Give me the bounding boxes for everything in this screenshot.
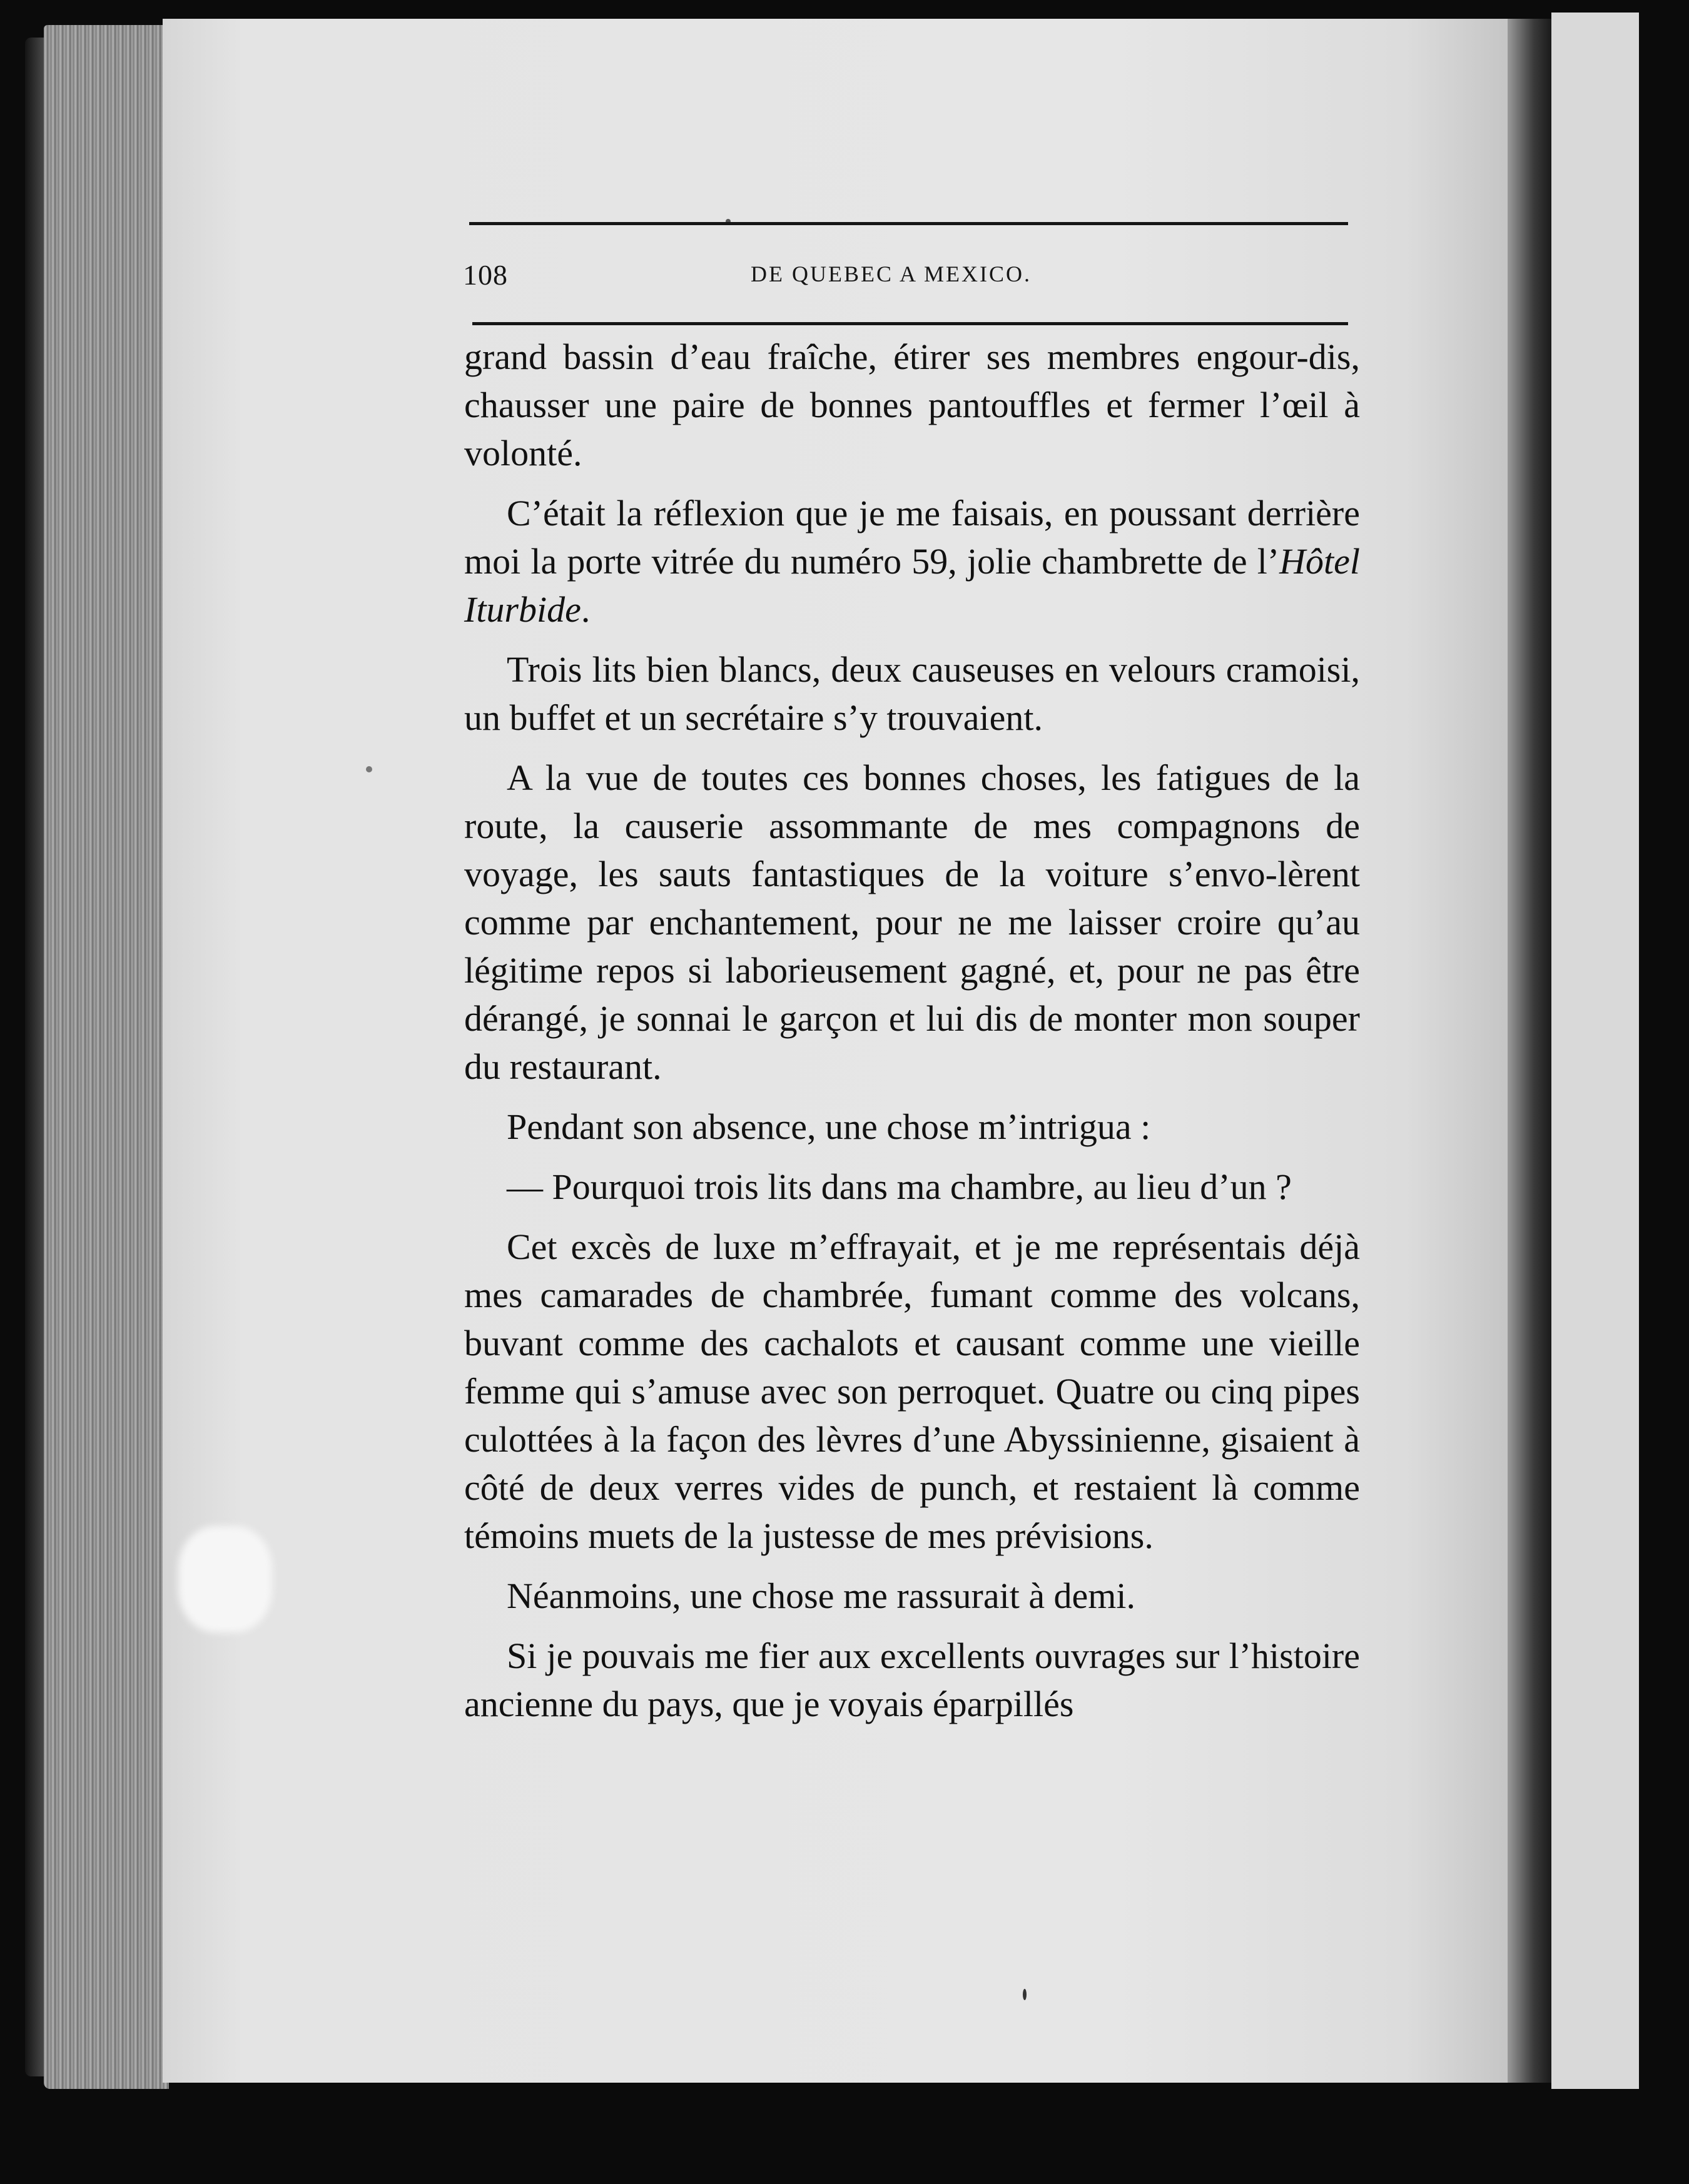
page-gutter <box>1508 19 1551 2083</box>
paragraph: Si je pouvais me fier aux excellents ouvrages sur l’histoire ancienne du pays, que je voyais éparpillés <box>464 1635 1360 1724</box>
italic-hotel-name: Hôtel Iturbide <box>464 541 1360 630</box>
paragraph: Néanmoins, une chose me rassurait à demi. <box>507 1575 1136 1616</box>
page-number: 108 <box>463 259 508 291</box>
paragraph: Trois lits bien blancs, deux causeuses en velours cramoisi, un buffet et un secrétaire s’y trouvaient. <box>464 649 1360 738</box>
facing-board <box>1551 13 1639 2089</box>
header-bottom-rule <box>472 322 1348 325</box>
body-text <box>464 333 1360 1740</box>
paragraph: — Pourquoi trois lits dans ma chambre, au lieu d’un ? <box>507 1166 1292 1207</box>
running-head <box>463 253 1351 297</box>
book-page-edges <box>44 25 169 2089</box>
paragraph-text: . <box>581 589 591 630</box>
running-title: DE QUEBEC A MEXICO. <box>751 261 1032 286</box>
paragraph-text: C’était la réflexion que je me faisais, en poussant derrière moi la porte vitrée du numéro 59, jolie chambrette de l’ <box>464 493 1360 582</box>
paragraph: Cet excès de luxe m’effrayait, et je me représentais déjà mes camarades de chambrée, fumant comme des volcans, buvant comme des cachalots et causant comme une vieille femme qui s’amuse avec son perroquet. Quatre ou cinq pipes culottées à la façon des lèvres d’une Abyssinienne, gisaient à côté de deux verres vides de punch, et restaient là comme témoins muets de la justesse de mes prévisions. <box>464 1226 1360 1556</box>
paragraph: grand bassin d’eau fraîche, étirer ses membres engour-dis, chausser une paire de bonnes pantouffles et fermer l’œil à volonté. <box>464 336 1360 473</box>
dust-speck <box>366 766 372 772</box>
dust-speck <box>1023 1989 1027 2000</box>
paragraph: Pendant son absence, une chose m’intrigua : <box>507 1106 1151 1147</box>
paragraph: A la vue de toutes ces bonnes choses, les fatigues de la route, la causerie assommante de mes compagnons de voyage, les sauts fantastiques de la voiture s’envo-lèrent comme par enchantement, pour ne me laisser croire qu’au légitime repos si laborieusement gagné, et, pour ne pas être dérangé, je sonnai le garçon et lui dis de monter mon souper du restaurant. <box>464 757 1360 1087</box>
paragraph <box>464 489 1360 634</box>
scan-smudge <box>178 1526 272 1632</box>
header-top-rule <box>469 222 1348 225</box>
